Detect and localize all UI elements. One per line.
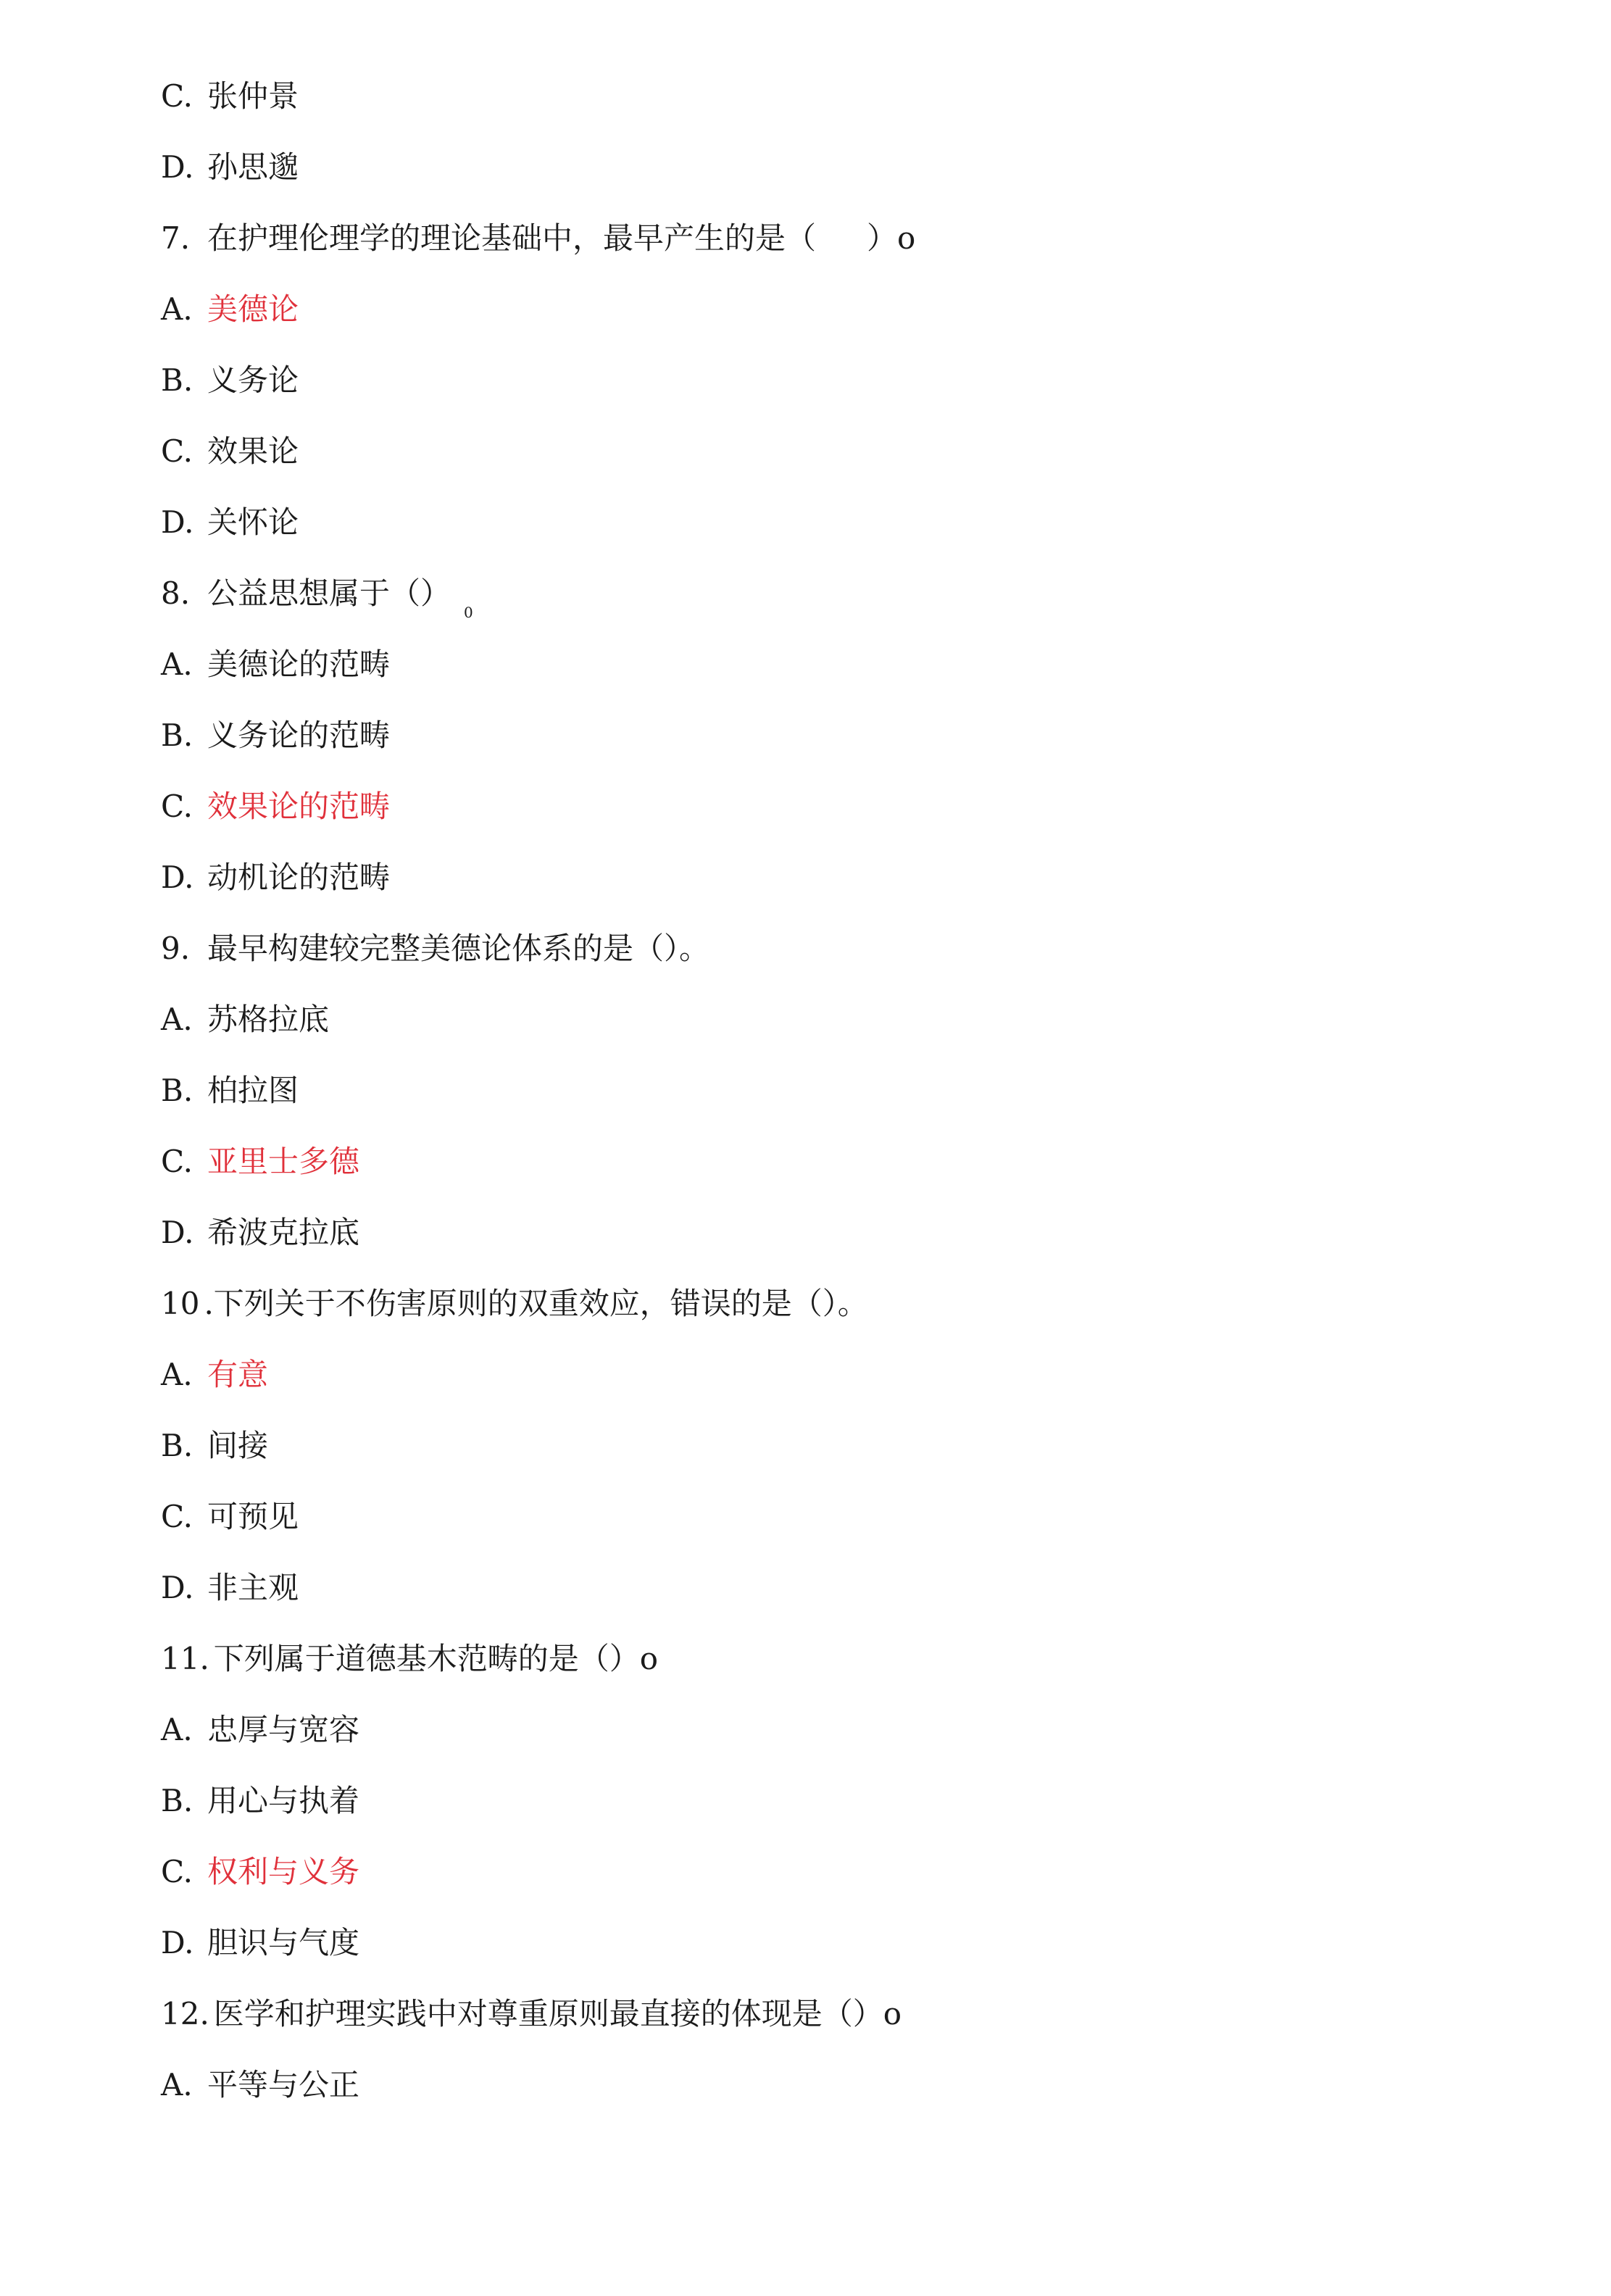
option-line <box>161 1349 268 1400</box>
question-number: 9. <box>161 931 191 966</box>
question-line <box>161 1634 658 1684</box>
option-marker: C. <box>161 433 193 469</box>
option-line <box>161 142 299 193</box>
option-line <box>161 426 299 477</box>
option-text: 动机论的范畴 <box>207 860 391 895</box>
question-line <box>161 923 709 974</box>
option-marker: D. <box>161 860 194 895</box>
option-line <box>161 284 299 335</box>
option-text: 义务论的范畴 <box>207 718 391 753</box>
option-marker: C. <box>161 1144 193 1179</box>
option-marker: A. <box>161 1712 193 1747</box>
option-marker: A. <box>161 2067 193 2102</box>
subscript-mark: 0 <box>464 604 473 621</box>
option-line <box>161 1136 359 1187</box>
option-marker: D. <box>161 149 194 185</box>
option-marker: C. <box>161 78 193 114</box>
option-line <box>161 710 390 761</box>
option-text: 义务论 <box>207 362 299 398</box>
option-text: 间接 <box>207 1428 269 1463</box>
option-text: 用心与执着 <box>207 1783 360 1818</box>
option-text: 孙思邈 <box>207 149 299 185</box>
option-text-correct-answer: 亚里士多德 <box>207 1144 360 1179</box>
option-line <box>161 639 390 690</box>
option-text: 平等与公正 <box>207 2067 360 2102</box>
question-text: 最早构建较完整美德论体系的是（）。 <box>207 931 710 966</box>
option-line <box>161 1421 268 1471</box>
option-text-correct-answer: 权利与义务 <box>207 1854 360 1889</box>
option-marker: B. <box>161 1428 193 1463</box>
option-marker: C. <box>161 789 193 824</box>
option-marker: B. <box>161 718 193 753</box>
option-line <box>161 497 299 548</box>
option-text: 关怀论 <box>207 504 299 540</box>
option-marker: B. <box>161 362 193 398</box>
option-text: 可预见 <box>207 1499 299 1534</box>
option-line <box>161 2060 359 2110</box>
option-line <box>161 1563 299 1613</box>
question-number: 8. <box>161 575 191 611</box>
question-text-after: ）o <box>867 220 916 256</box>
option-line <box>161 71 299 122</box>
option-text: 忠厚与宽容 <box>207 1712 360 1747</box>
question-text: 医学和护理实践中对尊重原则最直接的体现是（）o <box>213 1996 902 2031</box>
question-text: 公益思想属于（） <box>207 575 451 611</box>
option-line <box>161 1776 359 1826</box>
question-line <box>161 213 915 264</box>
option-text-correct-answer: 有意 <box>207 1357 269 1392</box>
question-text: 在护理伦理学的理论基础中，最早产生的是（ <box>207 220 817 256</box>
option-text: 苏格拉底 <box>207 1002 330 1037</box>
option-marker: A. <box>161 646 193 682</box>
option-marker: D. <box>161 1215 194 1250</box>
option-marker: D. <box>161 504 194 540</box>
option-text: 美德论的范畴 <box>207 646 391 682</box>
option-line <box>161 1918 359 1968</box>
question-line <box>161 568 473 619</box>
question-line <box>161 1989 902 2039</box>
option-line <box>161 994 329 1045</box>
option-text: 胆识与气度 <box>207 1925 360 1960</box>
option-marker: C. <box>161 1854 193 1889</box>
option-marker: A. <box>161 1002 193 1037</box>
question-text: 下列属于道德基木范畴的是（）o <box>213 1641 659 1676</box>
option-marker: D. <box>161 1925 194 1960</box>
option-text-correct-answer: 美德论 <box>207 291 299 327</box>
question-number: 11. <box>161 1641 209 1676</box>
option-text: 效果论 <box>207 433 299 469</box>
option-line <box>161 852 390 903</box>
question-text: .下列关于不伤害原则的双重效应，错误的是（）。 <box>204 1286 868 1321</box>
option-marker: C. <box>161 1499 193 1534</box>
option-line <box>161 1705 359 1755</box>
option-marker: D. <box>161 1570 194 1605</box>
question-number: 12. <box>161 1996 209 2031</box>
question-line <box>161 1278 868 1329</box>
option-marker: B. <box>161 1073 193 1108</box>
option-marker: A. <box>161 291 193 327</box>
option-text-correct-answer: 效果论的范畴 <box>207 789 391 824</box>
option-line <box>161 1207 359 1258</box>
option-marker: B. <box>161 1783 193 1818</box>
option-text: 非主观 <box>207 1570 299 1605</box>
option-line <box>161 1065 299 1116</box>
option-text: 张仲景 <box>207 78 299 114</box>
option-line <box>161 355 299 406</box>
option-line <box>161 1847 359 1897</box>
option-text: 希波克拉底 <box>207 1215 360 1250</box>
option-line <box>161 781 390 832</box>
option-text: 柏拉图 <box>207 1073 299 1108</box>
option-marker: A. <box>161 1357 193 1392</box>
option-line <box>161 1492 299 1542</box>
question-number: 10 <box>161 1286 200 1321</box>
question-number: 7. <box>161 220 191 256</box>
